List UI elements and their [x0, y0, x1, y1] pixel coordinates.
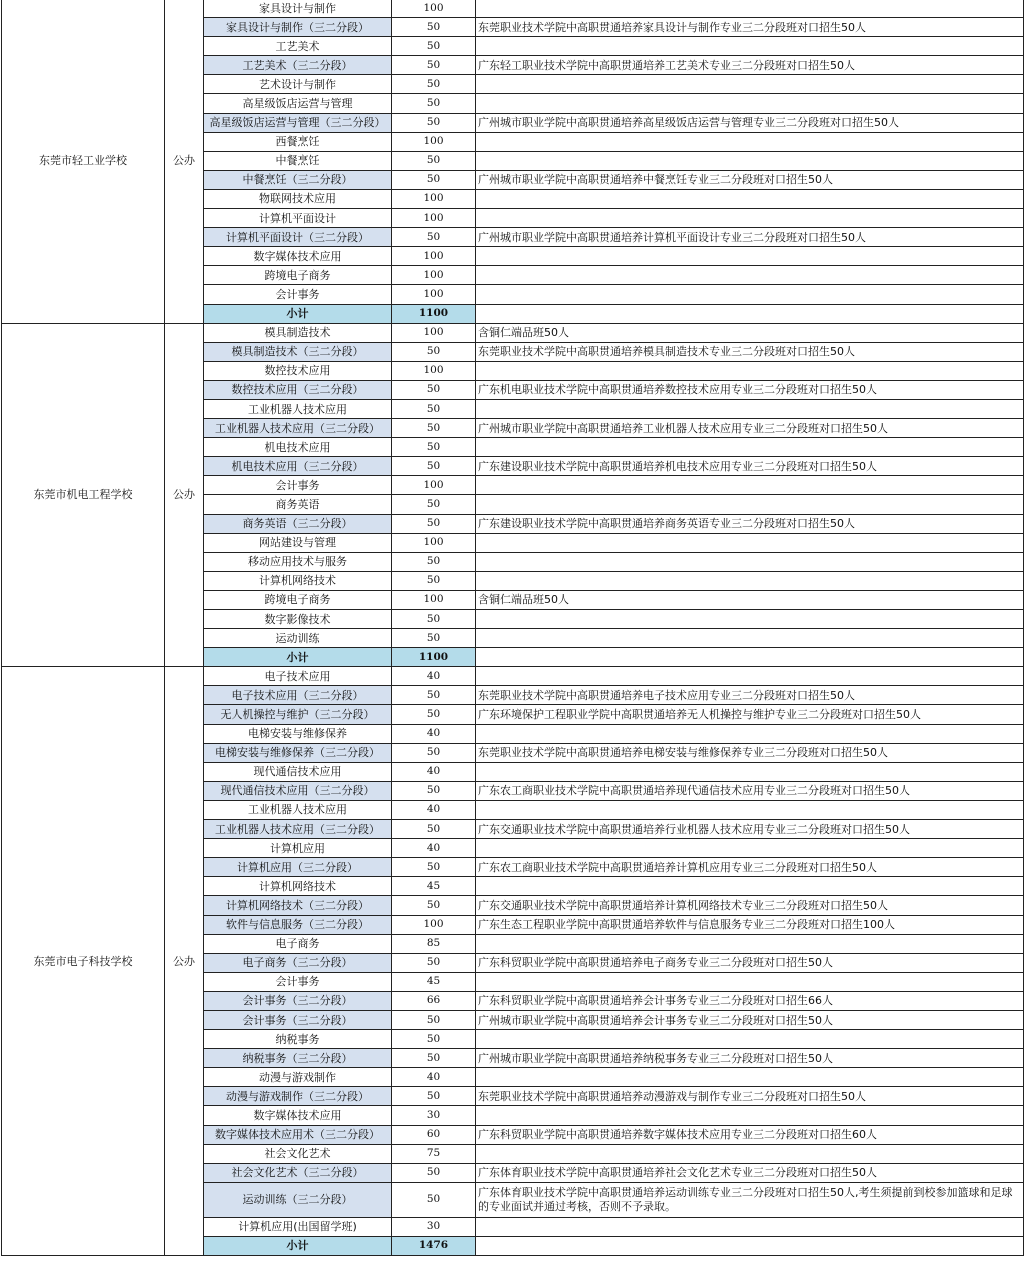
school-name: 东莞市机电工程学校	[2, 323, 165, 667]
subtotal-remark	[476, 648, 1024, 667]
remark	[476, 1217, 1024, 1236]
enrollment-count: 50	[392, 151, 476, 170]
enrollment-count: 50	[392, 94, 476, 113]
remark: 广东科贸职业学院中高职贯通培养电子商务专业三二分段班对口招生50人	[476, 953, 1024, 972]
enrollment-count: 40	[392, 724, 476, 743]
remark	[476, 247, 1024, 266]
remark	[476, 1068, 1024, 1087]
remark: 广东建设职业技术学院中高职贯通培养机电技术应用专业三二分段班对口招生50人	[476, 457, 1024, 476]
major-name: 电子技术应用（三二分段）	[204, 686, 392, 705]
enrollment-count: 100	[392, 0, 476, 18]
remark	[476, 724, 1024, 743]
remark	[476, 571, 1024, 590]
remark: 广东机电职业技术学院中高职贯通培养数控技术应用专业三二分段班对口招生50人	[476, 380, 1024, 399]
remark	[476, 151, 1024, 170]
table-row	[2, 323, 1024, 342]
major-name: 计算机应用	[204, 839, 392, 858]
table-row	[2, 667, 1024, 686]
enrollment-count: 100	[392, 361, 476, 380]
remark: 广州城市职业学院中高职贯通培养会计事务专业三二分段班对口招生50人	[476, 1010, 1024, 1029]
major-name: 工业机器人技术应用（三二分段）	[204, 419, 392, 438]
remark	[476, 610, 1024, 629]
remark	[476, 285, 1024, 304]
enrollment-count: 100	[392, 590, 476, 609]
major-name: 电子商务（三二分段）	[204, 953, 392, 972]
major-name: 高星级饭店运营与管理（三二分段）	[204, 113, 392, 132]
enrollment-count: 50	[392, 552, 476, 571]
enrollment-count: 50	[392, 170, 476, 189]
enrollment-count: 50	[392, 1049, 476, 1068]
enrollment-count: 45	[392, 877, 476, 896]
enrollment-count: 40	[392, 1068, 476, 1087]
remark	[476, 132, 1024, 151]
major-name: 中餐烹饪（三二分段）	[204, 170, 392, 189]
major-name: 数控技术应用（三二分段）	[204, 380, 392, 399]
remark	[476, 438, 1024, 457]
remark: 广州城市职业学院中高职贯通培养中餐烹饪专业三二分段班对口招生50人	[476, 170, 1024, 189]
remark: 东莞职业技术学院中高职贯通培养电子技术应用专业三二分段班对口招生50人	[476, 686, 1024, 705]
remark	[476, 1106, 1024, 1125]
remark	[476, 209, 1024, 228]
enrollment-count: 100	[392, 132, 476, 151]
subtotal-label: 小计	[204, 648, 392, 667]
enrollment-count: 100	[392, 323, 476, 342]
major-name: 工艺美术（三二分段）	[204, 56, 392, 75]
remark: 广州城市职业学院中高职贯通培养计算机平面设计专业三二分段班对口招生50人	[476, 228, 1024, 247]
remark	[476, 934, 1024, 953]
enrollment-count: 50	[392, 399, 476, 418]
remark: 含铜仁端品班50人	[476, 590, 1024, 609]
remark	[476, 75, 1024, 94]
remark	[476, 399, 1024, 418]
school-type: 公办	[165, 667, 204, 1256]
remark: 东莞职业技术学院中高职贯通培养电梯安装与维修保养专业三二分段班对口招生50人	[476, 743, 1024, 762]
enrollment-count: 85	[392, 934, 476, 953]
remark	[476, 533, 1024, 552]
remark	[476, 877, 1024, 896]
remark: 广东农工商职业技术学院中高职贯通培养现代通信技术应用专业三二分段班对口招生50人	[476, 781, 1024, 800]
major-name: 无人机操控与维护（三二分段）	[204, 705, 392, 724]
major-name: 会计事务（三二分段）	[204, 991, 392, 1010]
remark	[476, 189, 1024, 208]
remark	[476, 361, 1024, 380]
enrollment-count: 50	[392, 18, 476, 37]
school-name: 东莞市电子科技学校	[2, 667, 165, 1256]
enrollment-count: 100	[392, 533, 476, 552]
enrollment-count: 30	[392, 1106, 476, 1125]
remark: 广东科贸职业学院中高职贯通培养会计事务专业三二分段班对口招生66人	[476, 991, 1024, 1010]
enrollment-table	[1, 0, 1024, 1256]
major-name: 现代通信技术应用	[204, 762, 392, 781]
major-name: 数字影像技术	[204, 610, 392, 629]
major-name: 电子商务	[204, 934, 392, 953]
major-name: 计算机应用（三二分段）	[204, 858, 392, 877]
enrollment-count: 66	[392, 991, 476, 1010]
major-name: 会计事务	[204, 285, 392, 304]
enrollment-count: 100	[392, 266, 476, 285]
enrollment-count: 50	[392, 571, 476, 590]
major-name: 纳税事务	[204, 1030, 392, 1049]
enrollment-count: 50	[392, 514, 476, 533]
enrollment-count: 50	[392, 896, 476, 915]
major-name: 现代通信技术应用（三二分段）	[204, 781, 392, 800]
major-name: 网站建设与管理	[204, 533, 392, 552]
enrollment-count: 40	[392, 839, 476, 858]
remark: 东莞职业技术学院中高职贯通培养动漫游戏与制作专业三二分段班对口招生50人	[476, 1087, 1024, 1106]
major-name: 动漫与游戏制作（三二分段）	[204, 1087, 392, 1106]
major-name: 工艺美术	[204, 37, 392, 56]
major-name: 机电技术应用（三二分段）	[204, 457, 392, 476]
major-name: 计算机网络技术	[204, 571, 392, 590]
enrollment-count: 50	[392, 610, 476, 629]
enrollment-count: 50	[392, 781, 476, 800]
enrollment-count: 40	[392, 800, 476, 819]
enrollment-count: 50	[392, 457, 476, 476]
major-name: 会计事务	[204, 476, 392, 495]
remark	[476, 495, 1024, 514]
remark: 广东体育职业技术学院中高职贯通培养运动训练专业三二分段班对口招生50人,考生须提前到校参加篮球和足球的专业面试并通过考核，否则不予录取。	[476, 1182, 1024, 1217]
enrollment-count: 50	[392, 342, 476, 361]
enrollment-count: 75	[392, 1144, 476, 1163]
enrollment-count: 100	[392, 247, 476, 266]
major-name: 计算机网络技术（三二分段）	[204, 896, 392, 915]
enrollment-count: 50	[392, 495, 476, 514]
enrollment-count: 50	[392, 113, 476, 132]
major-name: 电子技术应用	[204, 667, 392, 686]
subtotal-remark	[476, 304, 1024, 323]
major-name: 计算机网络技术	[204, 877, 392, 896]
major-name: 工业机器人技术应用（三二分段）	[204, 820, 392, 839]
remark	[476, 0, 1024, 18]
enrollment-count: 50	[392, 56, 476, 75]
remark: 广东交通职业技术学院中高职贯通培养计算机网络技术专业三二分段班对口招生50人	[476, 896, 1024, 915]
table-row	[2, 0, 1024, 18]
major-name: 数字媒体技术应用	[204, 247, 392, 266]
remark: 广东农工商职业技术学院中高职贯通培养计算机应用专业三二分段班对口招生50人	[476, 858, 1024, 877]
remark	[476, 972, 1024, 991]
major-name: 动漫与游戏制作	[204, 1068, 392, 1087]
major-name: 艺术设计与制作	[204, 75, 392, 94]
remark	[476, 476, 1024, 495]
major-name: 西餐烹饪	[204, 132, 392, 151]
enrollment-count: 45	[392, 972, 476, 991]
enrollment-count: 50	[392, 380, 476, 399]
remark: 广州城市职业学院中高职贯通培养工业机器人技术应用专业三二分段班对口招生50人	[476, 419, 1024, 438]
major-name: 数字媒体技术应用术（三二分段）	[204, 1125, 392, 1144]
enrollment-count: 50	[392, 686, 476, 705]
major-name: 计算机平面设计（三二分段）	[204, 228, 392, 247]
remark: 东莞职业技术学院中高职贯通培养模具制造技术专业三二分段班对口招生50人	[476, 342, 1024, 361]
school-name: 东莞市轻工业学校	[2, 0, 165, 323]
major-name: 家具设计与制作	[204, 0, 392, 18]
subtotal-label: 小计	[204, 1236, 392, 1255]
major-name: 运动训练（三二分段）	[204, 1182, 392, 1217]
major-name: 会计事务（三二分段）	[204, 1010, 392, 1029]
enrollment-count: 50	[392, 1010, 476, 1029]
remark	[476, 762, 1024, 781]
enrollment-count: 100	[392, 209, 476, 228]
remark	[476, 1144, 1024, 1163]
major-name: 社会文化艺术（三二分段）	[204, 1163, 392, 1182]
subtotal-value: 1100	[392, 648, 476, 667]
remark	[476, 839, 1024, 858]
remark: 广东体育职业技术学院中高职贯通培养社会文化艺术专业三二分段班对口招生50人	[476, 1163, 1024, 1182]
major-name: 家具设计与制作（三二分段）	[204, 18, 392, 37]
major-name: 商务英语（三二分段）	[204, 514, 392, 533]
major-name: 软件与信息服务（三二分段）	[204, 915, 392, 934]
major-name: 会计事务	[204, 972, 392, 991]
enrollment-count: 40	[392, 762, 476, 781]
school-type: 公办	[165, 323, 204, 667]
enrollment-count: 50	[392, 743, 476, 762]
enrollment-count: 60	[392, 1125, 476, 1144]
remark: 广东科贸职业学院中高职贯通培养数字媒体技术应用专业三二分段班对口招生60人	[476, 1125, 1024, 1144]
enrollment-count: 50	[392, 953, 476, 972]
enrollment-count: 100	[392, 189, 476, 208]
major-name: 跨境电子商务	[204, 590, 392, 609]
enrollment-count: 100	[392, 915, 476, 934]
subtotal-remark	[476, 1236, 1024, 1255]
enrollment-count: 50	[392, 820, 476, 839]
enrollment-count: 50	[392, 419, 476, 438]
major-name: 跨境电子商务	[204, 266, 392, 285]
enrollment-count: 100	[392, 285, 476, 304]
remark: 广州城市职业学院中高职贯通培养高星级饭店运营与管理专业三二分段班对口招生50人	[476, 113, 1024, 132]
remark: 广州城市职业学院中高职贯通培养纳税事务专业三二分段班对口招生50人	[476, 1049, 1024, 1068]
remark	[476, 1030, 1024, 1049]
remark: 含铜仁端品班50人	[476, 323, 1024, 342]
enrollment-count: 50	[392, 705, 476, 724]
remark: 东莞职业技术学院中高职贯通培养家具设计与制作专业三二分段班对口招生50人	[476, 18, 1024, 37]
enrollment-count: 30	[392, 1217, 476, 1236]
remark: 广东环境保护工程职业学院中高职贯通培养无人机操控与维护专业三二分段班对口招生50人	[476, 705, 1024, 724]
enrollment-count: 100	[392, 476, 476, 495]
major-name: 社会文化艺术	[204, 1144, 392, 1163]
enrollment-count: 50	[392, 1030, 476, 1049]
major-name: 电梯安装与维修保养	[204, 724, 392, 743]
remark	[476, 667, 1024, 686]
enrollment-count: 40	[392, 667, 476, 686]
major-name: 计算机应用(出国留学班)	[204, 1217, 392, 1236]
remark	[476, 94, 1024, 113]
major-name: 计算机平面设计	[204, 209, 392, 228]
major-name: 商务英语	[204, 495, 392, 514]
enrollment-count: 50	[392, 1182, 476, 1217]
remark	[476, 800, 1024, 819]
subtotal-value: 1476	[392, 1236, 476, 1255]
major-name: 物联网技术应用	[204, 189, 392, 208]
enrollment-count: 50	[392, 858, 476, 877]
major-name: 高星级饭店运营与管理	[204, 94, 392, 113]
remark: 广东轻工职业技术学院中高职贯通培养工艺美术专业三二分段班对口招生50人	[476, 56, 1024, 75]
remark	[476, 552, 1024, 571]
major-name: 工业机器人技术应用	[204, 800, 392, 819]
remark: 广东建设职业技术学院中高职贯通培养商务英语专业三二分段班对口招生50人	[476, 514, 1024, 533]
major-name: 纳税事务（三二分段）	[204, 1049, 392, 1068]
school-type: 公办	[165, 0, 204, 323]
enrollment-count: 50	[392, 629, 476, 648]
remark	[476, 37, 1024, 56]
major-name: 运动训练	[204, 629, 392, 648]
major-name: 机电技术应用	[204, 438, 392, 457]
enrollment-count: 50	[392, 1163, 476, 1182]
enrollment-count: 50	[392, 37, 476, 56]
enrollment-count: 50	[392, 438, 476, 457]
major-name: 模具制造技术（三二分段）	[204, 342, 392, 361]
major-name: 移动应用技术与服务	[204, 552, 392, 571]
major-name: 工业机器人技术应用	[204, 399, 392, 418]
major-name: 数字媒体技术应用	[204, 1106, 392, 1125]
enrollment-count: 50	[392, 1087, 476, 1106]
remark	[476, 629, 1024, 648]
subtotal-label: 小计	[204, 304, 392, 323]
major-name: 数控技术应用	[204, 361, 392, 380]
enrollment-count: 50	[392, 228, 476, 247]
major-name: 中餐烹饪	[204, 151, 392, 170]
enrollment-count: 50	[392, 75, 476, 94]
major-name: 电梯安装与维修保养（三二分段）	[204, 743, 392, 762]
subtotal-value: 1100	[392, 304, 476, 323]
remark: 广东交通职业技术学院中高职贯通培养行业机器人技术应用专业三二分段班对口招生50人	[476, 820, 1024, 839]
remark: 广东生态工程职业学院中高职贯通培养软件与信息服务专业三二分段班对口招生100人	[476, 915, 1024, 934]
remark	[476, 266, 1024, 285]
major-name: 模具制造技术	[204, 323, 392, 342]
